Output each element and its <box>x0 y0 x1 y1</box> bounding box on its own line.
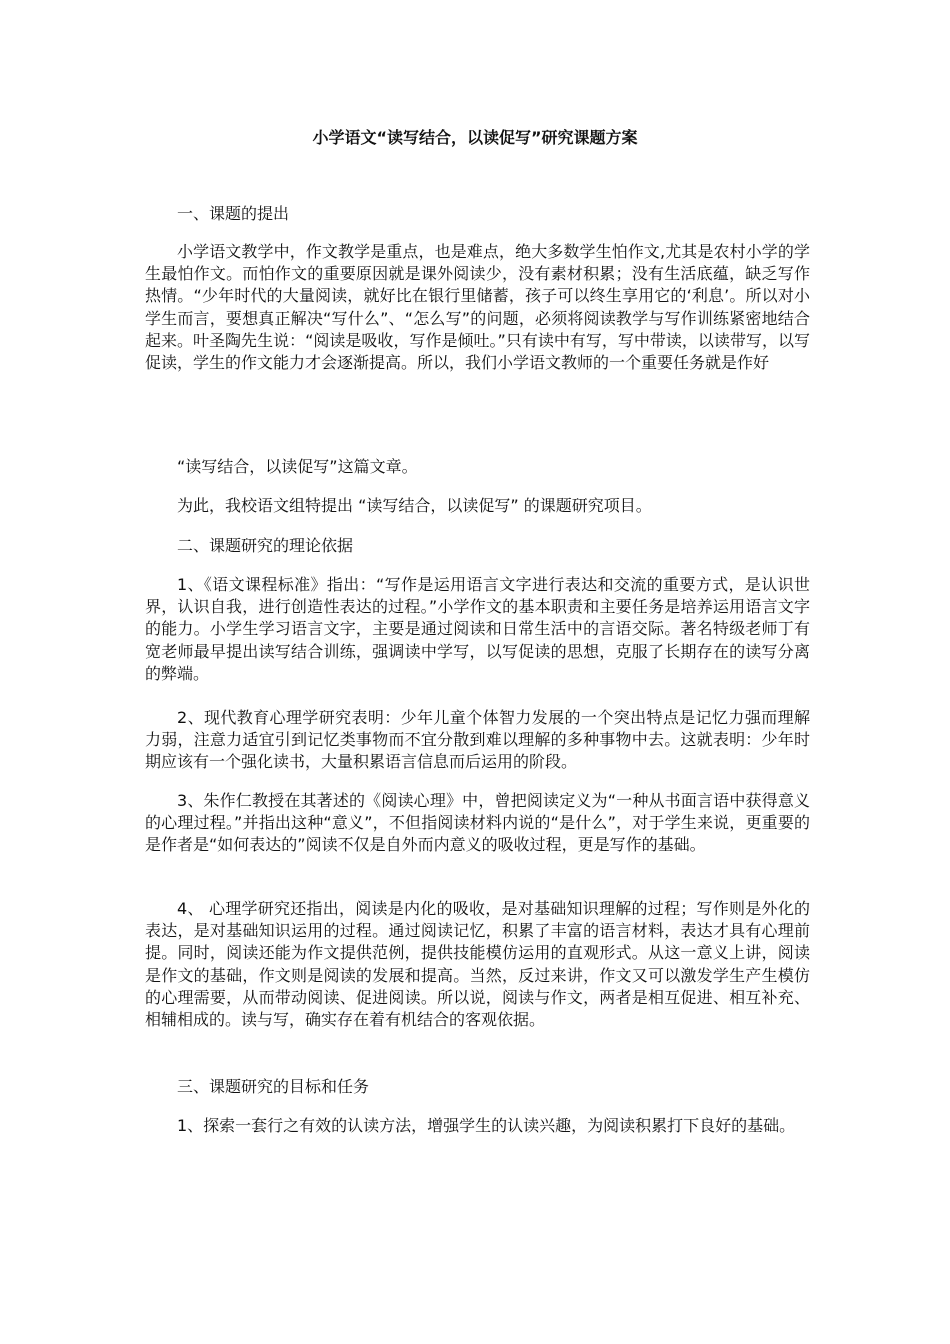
paragraph-basis-2: 2、现代教育心理学研究表明：少年儿童个体智力发展的一个突出特点是记忆力强而理解力弱，注意力适宜引到记忆类事物而不宜分散到难以理解的多种事物中去。这就表明：少年时期应该有一个强化读书，大量积累语言信息而后运用的阶段。 <box>145 708 810 772</box>
section-heading-3: 三、课题研究的目标和任务 <box>177 1077 370 1096</box>
document-title: 小学语文“读写结合，以读促写”研究课题方案 <box>312 128 638 147</box>
paragraph-basis-1: 1、《语文课程标准》指出：“写作是运用语言文字进行表达和交流的重要方式，是认识世界，认识自我，进行创造性表达的过程。”小学作文的基本职责和主要任务是培养运用语言文字的能力。小学生学习语言文字，主要是通过阅读和日常生活中的言语交际。著名特级老师丁有宽老师最早提出读写结合训练，强调读中学写，以写促读的思想，克服了长期存在的读写分离的弊端。 <box>145 575 810 683</box>
paragraph-goal-1: 1、探索一套行之有效的认读方法，增强学生的认读兴趣，为阅读积累打下良好的基础。 <box>177 1116 796 1135</box>
paragraph-basis-4: 4、 心理学研究还指出，阅读是内化的吸收，是对基础知识理解的过程；写作则是外化的表达，是对基础知识运用的过程。通过阅读记忆，积累了丰富的语言材料，表达才具有心理前提。同时，阅读还能为作文提供范例，提供技能模仿运用的直观形式。从这一意义上讲，阅读是作文的基础，作文则是阅读的发展和提高。当然，反过来讲，作文又可以激发学生产生模仿的心理需要，从而带动阅读、促进阅读。所以说，阅读与作文，两者是相互促进、相互补充、相辅相成的。读与写，确实存在着有机结合的客观依据。 <box>145 899 810 1030</box>
paragraph-basis-3: 3、朱作仁教授在其著述的《阅读心理》中，曾把阅读定义为“一种从书面言语中获得意义的心理过程。”并指出这种“意义”，不但指阅读材料内说的“是什么”，对于学生来说，更重要的是作者是“如何表达的”阅读不仅是自外而内意义的吸收过程，更是写作的基础。 <box>145 791 810 855</box>
paragraph-intro: 小学语文教学中，作文教学是重点，也是难点，绝大多数学生怕作文,尤其是农村小学的学生最怕作文。而怕作文的重要原因就是课外阅读少，没有素材积累；没有生活底蕴，缺乏写作热情。“少年时代的大量阅读，就好比在银行里储蓄，孩子可以终生享用它的‘利息’。所以对小学生而言，要想真正解决“写什么”、“怎么写”的问题，必须将阅读教学与写作训练紧密地结合起来。叶圣陶先生说：“阅读是吸收，写作是倾吐。”只有读中有写，写中带读，以读带写，以写促读，学生的作文能力才会逐渐提高。所以，我们小学语文教师的一个重要任务就是作好 <box>145 242 810 373</box>
paragraph-project-proposal: 为此，我校语文组特提出 “读写结合，以读促写” 的课题研究项目。 <box>177 496 652 515</box>
section-heading-1: 一、课题的提出 <box>177 204 290 223</box>
section-heading-2: 二、课题研究的理论依据 <box>177 536 354 555</box>
paragraph-intro-continued: “读写结合，以读促写”这篇文章。 <box>177 457 418 476</box>
